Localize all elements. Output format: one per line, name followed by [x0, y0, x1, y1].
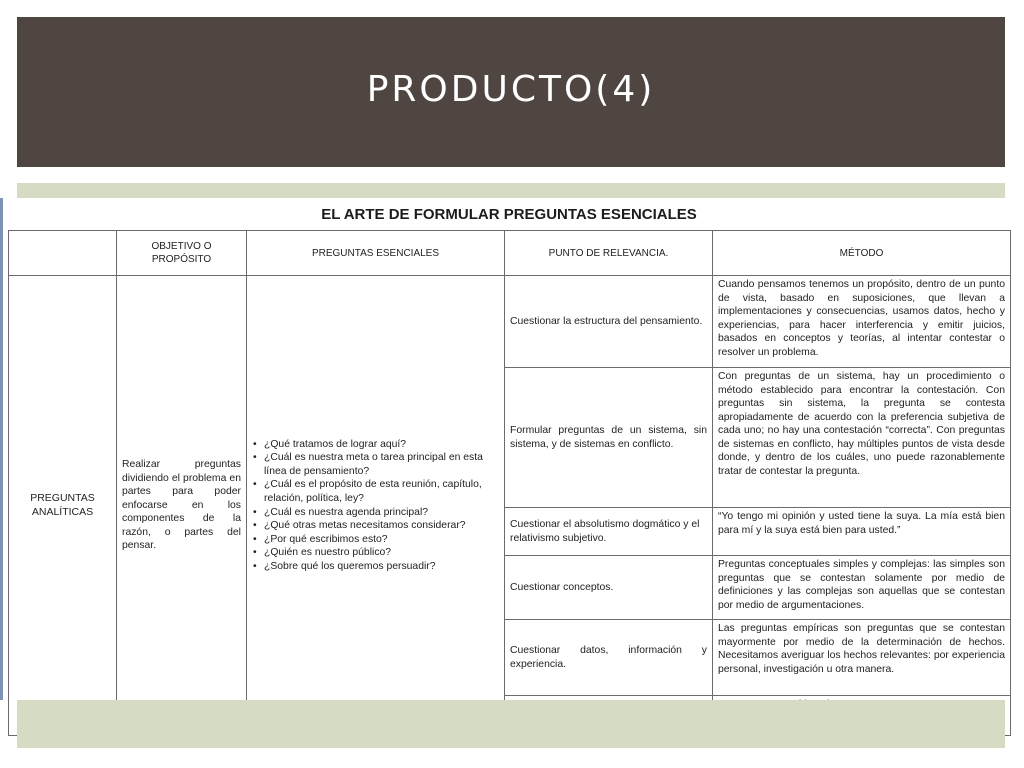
document-title: EL ARTE DE FORMULAR PREGUNTAS ESENCIALES — [321, 206, 697, 223]
title-band — [17, 17, 1005, 167]
question-item: • ¿Qué tratamos de lograr aquí? — [264, 438, 499, 452]
relevance-cell: Cuestionar conceptos. — [505, 556, 713, 620]
header-method: MÉTODO — [713, 231, 1011, 276]
method-cell: “Yo tengo mi opinión y usted tiene la suya. La mía está bien para mí y la suya está bien para usted.” — [713, 508, 1011, 556]
left-accent-line — [0, 198, 3, 700]
accent-band-top — [17, 183, 1005, 198]
method-cell: Preguntas conceptuales simples y complejas: las simples son preguntas que se contestan solamente por medio de definiciones y las complejas son aquellas que se contestan por medio de argumentaciones. — [713, 556, 1011, 620]
objective-cell: Realizar preguntas dividiendo el problema en partes para poder enfocarse en los componentes de la razón, o partes del pensar. — [117, 276, 247, 736]
questions-cell — [247, 276, 505, 736]
accent-band-bottom — [17, 700, 1005, 748]
method-cell: Las preguntas empíricas son preguntas que se contestan mayormente por medio de la determinación de hechos. Necesitamos averiguar los hechos relevantes: por experiencia personal, investigación u otra manera. — [713, 620, 1011, 696]
questions-table — [8, 230, 1011, 736]
question-item: • ¿Quién es nuestro público? — [264, 546, 499, 560]
relevance-cell: Cuestionar la estructura del pensamiento. — [505, 276, 713, 368]
questions-list — [252, 438, 499, 573]
header-relevance: PUNTO DE RELEVANCIA. — [505, 231, 713, 276]
relevance-cell: Formular preguntas de un sistema, sin sistema, y de sistemas en conflicto. — [505, 368, 713, 508]
question-item: • ¿Por qué escribimos esto? — [264, 533, 499, 547]
header-questions: PREGUNTAS ESENCIALES — [247, 231, 505, 276]
document-image — [8, 198, 1010, 700]
header-empty — [9, 231, 117, 276]
slide-title: PRODUCTO(4) — [366, 69, 656, 110]
relevance-cell: Cuestionar el absolutismo dogmático y el relativismo subjetivo. — [505, 508, 713, 556]
question-item: • ¿Cuál es nuestra meta o tarea principal en esta línea de pensamiento? — [264, 451, 499, 478]
question-item: • ¿Cuál es el propósito de esta reunión, capítulo, relación, política, ley? — [264, 478, 499, 505]
table-header-row — [9, 231, 1011, 276]
table-row — [9, 276, 1011, 368]
relevance-cell: Cuestionar datos, información y experiencia. — [505, 620, 713, 696]
method-cell: Cuando pensamos tenemos un propósito, dentro de un punto de vista, basado en suposiciones, que llevan a implementaciones y consecuencias, usamos datos, hecho y experiencias, para hacer interferencia y emitir juicios, basados en conceptos y teorías, al intentar contestar o resolver un problema. — [713, 276, 1011, 368]
method-cell: Con preguntas de un sistema, hay un procedimiento o método establecido para encontrar la contestación. Con preguntas sin sistema, la pregunta se contesta apropiadamente de acuerdo con la preferencia subjetiva de cada uno; no hay una contestación “correcta”. Con preguntas de sistemas en conflicto, hay múltiples puntos de vista desde donde, y dentro de los cuáles, uno puede razonablemente tratar de contestar la pregunta. — [713, 368, 1011, 508]
header-objective: OBJETIVO O PROPÓSITO — [117, 231, 247, 276]
question-item: • ¿Cuál es nuestra agenda principal? — [264, 506, 499, 520]
question-item: • ¿Sobre qué los queremos persuadir? — [264, 560, 499, 574]
category-cell: PREGUNTAS ANALÍTICAS — [9, 276, 117, 736]
question-item: • ¿Qué otras metas necesitamos considerar? — [264, 519, 499, 533]
